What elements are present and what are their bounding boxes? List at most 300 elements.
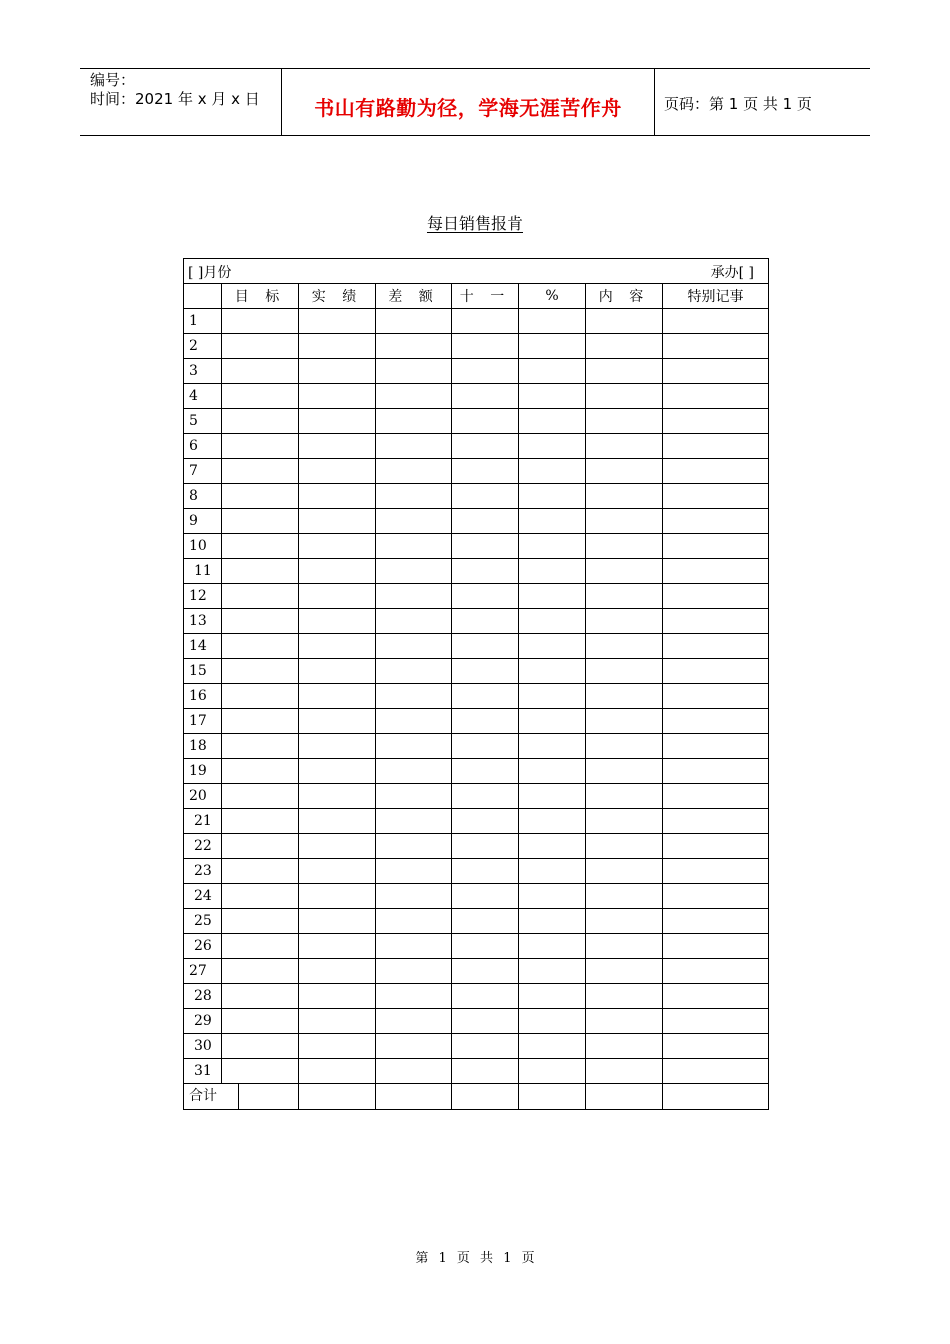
cell-actual[interactable]: [299, 309, 376, 334]
cell-notes[interactable]: [663, 784, 769, 809]
cell-content[interactable]: [586, 634, 663, 659]
cell-plus-minus[interactable]: [452, 434, 519, 459]
cell-plus-minus[interactable]: [452, 909, 519, 934]
cell-difference[interactable]: [376, 634, 452, 659]
cell-difference[interactable]: [376, 484, 452, 509]
cell-target[interactable]: [222, 734, 299, 759]
cell-percent[interactable]: [519, 334, 586, 359]
cell-difference[interactable]: [376, 734, 452, 759]
table-row: [184, 709, 769, 734]
cell-percent[interactable]: [519, 659, 586, 684]
cell-content[interactable]: [586, 484, 663, 509]
cell-percent[interactable]: [519, 484, 586, 509]
cell-percent[interactable]: [519, 534, 586, 559]
total-percent[interactable]: [519, 1084, 586, 1110]
cell-target[interactable]: [222, 959, 299, 984]
total-actual[interactable]: [299, 1084, 376, 1110]
cell-target[interactable]: [222, 409, 299, 434]
cell-difference[interactable]: [376, 459, 452, 484]
cell-plus-minus[interactable]: [452, 509, 519, 534]
cell-notes[interactable]: [663, 1034, 769, 1059]
cell-plus-minus[interactable]: [452, 734, 519, 759]
cell-difference[interactable]: [376, 409, 452, 434]
cell-target[interactable]: [222, 884, 299, 909]
cell-content[interactable]: [586, 509, 663, 534]
cell-actual[interactable]: [299, 634, 376, 659]
cell-content[interactable]: [586, 709, 663, 734]
cell-content[interactable]: [586, 684, 663, 709]
total-difference[interactable]: [376, 1084, 452, 1110]
column-header-target: 目 标: [222, 284, 299, 309]
cell-notes[interactable]: [663, 984, 769, 1009]
cell-notes[interactable]: [663, 559, 769, 584]
cell-percent[interactable]: [519, 559, 586, 584]
month-label: [ ]月份: [188, 265, 232, 281]
day-number: 7: [184, 459, 222, 484]
cell-content[interactable]: [586, 809, 663, 834]
cell-notes[interactable]: [663, 734, 769, 759]
table-row: [184, 434, 769, 459]
cell-target[interactable]: [222, 709, 299, 734]
table-row: [184, 909, 769, 934]
cell-notes[interactable]: [663, 584, 769, 609]
daily-sales-table: [183, 258, 769, 1110]
cell-plus-minus[interactable]: [452, 559, 519, 584]
cell-target[interactable]: [222, 459, 299, 484]
cell-content[interactable]: [586, 559, 663, 584]
day-number: 20: [184, 784, 222, 809]
cell-percent[interactable]: [519, 1009, 586, 1034]
cell-notes[interactable]: [663, 1059, 769, 1084]
table-row: [184, 834, 769, 859]
cell-actual[interactable]: [299, 434, 376, 459]
day-number: 31: [184, 1059, 222, 1084]
cell-plus-minus[interactable]: [452, 534, 519, 559]
cell-notes[interactable]: [663, 634, 769, 659]
cell-target[interactable]: [222, 659, 299, 684]
cell-actual[interactable]: [299, 734, 376, 759]
cell-plus-minus[interactable]: [452, 709, 519, 734]
cell-difference[interactable]: [376, 709, 452, 734]
cell-difference[interactable]: [376, 959, 452, 984]
day-number: 26: [184, 934, 222, 959]
cell-difference[interactable]: [376, 984, 452, 1009]
cell-percent[interactable]: [519, 759, 586, 784]
cell-actual[interactable]: [299, 609, 376, 634]
cell-plus-minus[interactable]: [452, 684, 519, 709]
header-page-label: 页码：第 1 页 共 1 页: [664, 95, 812, 113]
day-number: 11: [184, 559, 222, 584]
cell-percent[interactable]: [519, 609, 586, 634]
cell-notes[interactable]: [663, 759, 769, 784]
cell-plus-minus[interactable]: [452, 934, 519, 959]
cell-difference[interactable]: [376, 1009, 452, 1034]
day-number: 19: [184, 759, 222, 784]
day-number: 25: [184, 909, 222, 934]
cell-percent[interactable]: [519, 409, 586, 434]
cell-target[interactable]: [222, 559, 299, 584]
cell-difference[interactable]: [376, 534, 452, 559]
column-header-blank: [184, 284, 222, 309]
cell-target[interactable]: [222, 384, 299, 409]
cell-difference[interactable]: [376, 909, 452, 934]
cell-notes[interactable]: [663, 409, 769, 434]
cell-target[interactable]: [222, 809, 299, 834]
table-row: [184, 959, 769, 984]
cell-content[interactable]: [586, 884, 663, 909]
cell-notes[interactable]: [663, 359, 769, 384]
cell-difference[interactable]: [376, 1059, 452, 1084]
cell-notes[interactable]: [663, 509, 769, 534]
cell-percent[interactable]: [519, 509, 586, 534]
day-number: 12: [184, 584, 222, 609]
table-row: [184, 1034, 769, 1059]
cell-actual[interactable]: [299, 334, 376, 359]
cell-target[interactable]: [222, 309, 299, 334]
day-number: 1: [184, 309, 222, 334]
cell-difference[interactable]: [376, 884, 452, 909]
cell-plus-minus[interactable]: [452, 584, 519, 609]
day-number: 23: [184, 859, 222, 884]
cell-difference[interactable]: [376, 434, 452, 459]
day-number: 27: [184, 959, 222, 984]
day-number: 8: [184, 484, 222, 509]
cell-actual[interactable]: [299, 909, 376, 934]
cell-actual[interactable]: [299, 409, 376, 434]
document-title-text: 每日销售报肯: [426, 214, 523, 233]
table-row: [184, 759, 769, 784]
cell-plus-minus[interactable]: [452, 609, 519, 634]
cell-percent[interactable]: [519, 734, 586, 759]
cell-notes[interactable]: [663, 659, 769, 684]
cell-actual[interactable]: [299, 884, 376, 909]
day-number: 29: [184, 1009, 222, 1034]
cell-target[interactable]: [222, 1034, 299, 1059]
cell-percent[interactable]: [519, 859, 586, 884]
cell-plus-minus[interactable]: [452, 459, 519, 484]
cell-target[interactable]: [222, 509, 299, 534]
cell-difference[interactable]: [376, 559, 452, 584]
cell-difference[interactable]: [376, 334, 452, 359]
cell-difference[interactable]: [376, 609, 452, 634]
cell-notes[interactable]: [663, 309, 769, 334]
cell-target[interactable]: [222, 609, 299, 634]
cell-plus-minus[interactable]: [452, 859, 519, 884]
cell-plus-minus[interactable]: [452, 809, 519, 834]
cell-notes[interactable]: [663, 934, 769, 959]
cell-plus-minus[interactable]: [452, 1009, 519, 1034]
document-title: [0, 211, 950, 234]
cell-actual[interactable]: [299, 1009, 376, 1034]
document-time-label: 时间：2021 年 x 月 x 日: [90, 90, 260, 108]
cell-notes[interactable]: [663, 334, 769, 359]
cell-percent[interactable]: [519, 384, 586, 409]
column-header-row: [184, 284, 769, 309]
cell-plus-minus[interactable]: [452, 409, 519, 434]
cell-content[interactable]: [586, 734, 663, 759]
cell-notes[interactable]: [663, 459, 769, 484]
table-row: [184, 309, 769, 334]
cell-percent[interactable]: [519, 909, 586, 934]
cell-actual[interactable]: [299, 759, 376, 784]
cell-percent[interactable]: [519, 709, 586, 734]
table-row: [184, 984, 769, 1009]
cell-percent[interactable]: [519, 884, 586, 909]
cell-plus-minus[interactable]: [452, 984, 519, 1009]
cell-plus-minus[interactable]: [452, 659, 519, 684]
cell-content[interactable]: [586, 309, 663, 334]
cell-content[interactable]: [586, 659, 663, 684]
cell-actual[interactable]: [299, 1034, 376, 1059]
cell-percent[interactable]: [519, 434, 586, 459]
cell-actual[interactable]: [299, 359, 376, 384]
day-number: 28: [184, 984, 222, 1009]
cell-actual[interactable]: [299, 509, 376, 534]
day-number: 10: [184, 534, 222, 559]
cell-notes[interactable]: [663, 959, 769, 984]
cell-percent[interactable]: [519, 634, 586, 659]
cell-notes[interactable]: [663, 709, 769, 734]
cell-percent[interactable]: [519, 934, 586, 959]
cell-plus-minus[interactable]: [452, 384, 519, 409]
handler-label: 承办[ ]: [710, 265, 754, 281]
cell-percent[interactable]: [519, 1034, 586, 1059]
cell-target[interactable]: [222, 334, 299, 359]
cell-difference[interactable]: [376, 359, 452, 384]
cell-actual[interactable]: [299, 784, 376, 809]
header-motto: 书山有路勤为径，学海无涯苦作舟: [314, 96, 622, 120]
cell-actual[interactable]: [299, 984, 376, 1009]
day-number: 3: [184, 359, 222, 384]
cell-content[interactable]: [586, 584, 663, 609]
cell-plus-minus[interactable]: [452, 359, 519, 384]
cell-notes[interactable]: [663, 534, 769, 559]
cell-target[interactable]: [222, 684, 299, 709]
table-row: [184, 559, 769, 584]
cell-target[interactable]: [222, 859, 299, 884]
cell-target[interactable]: [222, 934, 299, 959]
header-bottom-rule: [80, 135, 870, 136]
cell-target[interactable]: [222, 784, 299, 809]
cell-difference[interactable]: [376, 684, 452, 709]
cell-plus-minus[interactable]: [452, 634, 519, 659]
day-number: 14: [184, 634, 222, 659]
table-row: [184, 659, 769, 684]
cell-actual[interactable]: [299, 559, 376, 584]
table-title-row: [184, 259, 769, 284]
cell-actual[interactable]: [299, 1059, 376, 1084]
table-row: [184, 734, 769, 759]
total-plus-minus[interactable]: [452, 1084, 519, 1110]
cell-target[interactable]: [222, 984, 299, 1009]
cell-difference[interactable]: [376, 384, 452, 409]
cell-difference[interactable]: [376, 784, 452, 809]
cell-content[interactable]: [586, 834, 663, 859]
cell-content[interactable]: [586, 534, 663, 559]
day-number: 30: [184, 1034, 222, 1059]
table-row: [184, 584, 769, 609]
table-row: [184, 934, 769, 959]
day-number: 16: [184, 684, 222, 709]
cell-content[interactable]: [586, 959, 663, 984]
total-wrap: [184, 1084, 298, 1109]
cell-content[interactable]: [586, 934, 663, 959]
cell-target[interactable]: [222, 1059, 299, 1084]
cell-actual[interactable]: [299, 684, 376, 709]
cell-notes[interactable]: [663, 834, 769, 859]
cell-plus-minus[interactable]: [452, 784, 519, 809]
cell-actual[interactable]: [299, 709, 376, 734]
cell-content[interactable]: [586, 759, 663, 784]
cell-percent[interactable]: [519, 809, 586, 834]
month-handler-cell: [184, 259, 769, 284]
cell-percent[interactable]: [519, 1059, 586, 1084]
cell-percent[interactable]: [519, 459, 586, 484]
cell-content[interactable]: [586, 409, 663, 434]
table-row: [184, 859, 769, 884]
day-number: 22: [184, 834, 222, 859]
cell-actual[interactable]: [299, 859, 376, 884]
cell-plus-minus[interactable]: [452, 1034, 519, 1059]
cell-actual[interactable]: [299, 934, 376, 959]
cell-content[interactable]: [586, 1059, 663, 1084]
day-number: 17: [184, 709, 222, 734]
cell-content[interactable]: [586, 384, 663, 409]
cell-target[interactable]: [222, 534, 299, 559]
day-number: 15: [184, 659, 222, 684]
day-number: 24: [184, 884, 222, 909]
cell-target[interactable]: [222, 584, 299, 609]
cell-difference[interactable]: [376, 509, 452, 534]
cell-actual[interactable]: [299, 584, 376, 609]
header-top-rule: [80, 68, 870, 69]
cell-content[interactable]: [586, 459, 663, 484]
cell-plus-minus[interactable]: [452, 759, 519, 784]
cell-notes[interactable]: [663, 484, 769, 509]
document-number-label: 编号：: [90, 71, 136, 89]
table-row: [184, 684, 769, 709]
table-row: [184, 384, 769, 409]
cell-percent[interactable]: [519, 984, 586, 1009]
cell-content[interactable]: [586, 909, 663, 934]
cell-target[interactable]: [222, 759, 299, 784]
cell-content[interactable]: [586, 984, 663, 1009]
cell-plus-minus[interactable]: [452, 484, 519, 509]
table-row: [184, 784, 769, 809]
cell-difference[interactable]: [376, 934, 452, 959]
cell-content[interactable]: [586, 609, 663, 634]
cell-difference[interactable]: [376, 834, 452, 859]
table-row: [184, 509, 769, 534]
cell-target[interactable]: [222, 359, 299, 384]
total-cell: [184, 1084, 299, 1110]
cell-plus-minus[interactable]: [452, 334, 519, 359]
cell-actual[interactable]: [299, 959, 376, 984]
cell-notes[interactable]: [663, 859, 769, 884]
cell-notes[interactable]: [663, 434, 769, 459]
total-content[interactable]: [586, 1084, 663, 1110]
table-row: [184, 334, 769, 359]
cell-actual[interactable]: [299, 834, 376, 859]
cell-content[interactable]: [586, 359, 663, 384]
cell-target[interactable]: [222, 909, 299, 934]
cell-percent[interactable]: [519, 784, 586, 809]
cell-actual[interactable]: [299, 534, 376, 559]
table-row: [184, 1009, 769, 1034]
total-target-value[interactable]: [239, 1084, 298, 1109]
column-header-notes: 特别记事: [663, 284, 769, 309]
cell-notes[interactable]: [663, 809, 769, 834]
table-row: [184, 534, 769, 559]
cell-plus-minus[interactable]: [452, 834, 519, 859]
cell-plus-minus[interactable]: [452, 884, 519, 909]
column-header-actual: 实 绩: [299, 284, 376, 309]
cell-content[interactable]: [586, 434, 663, 459]
day-number: 2: [184, 334, 222, 359]
cell-notes[interactable]: [663, 384, 769, 409]
day-number: 9: [184, 509, 222, 534]
cell-target[interactable]: [222, 1009, 299, 1034]
total-label: 合计: [184, 1084, 239, 1109]
cell-content[interactable]: [586, 334, 663, 359]
cell-notes[interactable]: [663, 684, 769, 709]
cell-percent[interactable]: [519, 834, 586, 859]
cell-actual[interactable]: [299, 809, 376, 834]
cell-plus-minus[interactable]: [452, 959, 519, 984]
column-header-content: 内 容: [586, 284, 663, 309]
cell-notes[interactable]: [663, 609, 769, 634]
cell-difference[interactable]: [376, 584, 452, 609]
cell-percent[interactable]: [519, 684, 586, 709]
cell-difference[interactable]: [376, 859, 452, 884]
cell-target[interactable]: [222, 834, 299, 859]
table-row: [184, 484, 769, 509]
cell-notes[interactable]: [663, 884, 769, 909]
cell-content[interactable]: [586, 784, 663, 809]
cell-actual[interactable]: [299, 384, 376, 409]
cell-percent[interactable]: [519, 359, 586, 384]
table-row: [184, 884, 769, 909]
cell-difference[interactable]: [376, 1034, 452, 1059]
cell-content[interactable]: [586, 859, 663, 884]
cell-content[interactable]: [586, 1034, 663, 1059]
cell-difference[interactable]: [376, 659, 452, 684]
cell-target[interactable]: [222, 434, 299, 459]
day-number: 4: [184, 384, 222, 409]
cell-plus-minus[interactable]: [452, 1059, 519, 1084]
cell-percent[interactable]: [519, 584, 586, 609]
cell-target[interactable]: [222, 634, 299, 659]
day-number: 13: [184, 609, 222, 634]
cell-actual[interactable]: [299, 659, 376, 684]
table-row: [184, 634, 769, 659]
cell-target[interactable]: [222, 484, 299, 509]
cell-actual[interactable]: [299, 484, 376, 509]
day-number: 6: [184, 434, 222, 459]
cell-percent[interactable]: [519, 309, 586, 334]
cell-difference[interactable]: [376, 759, 452, 784]
total-notes[interactable]: [663, 1084, 769, 1110]
cell-notes[interactable]: [663, 909, 769, 934]
cell-percent[interactable]: [519, 959, 586, 984]
cell-content[interactable]: [586, 1009, 663, 1034]
cell-actual[interactable]: [299, 459, 376, 484]
cell-notes[interactable]: [663, 1009, 769, 1034]
cell-plus-minus[interactable]: [452, 309, 519, 334]
table-row: [184, 459, 769, 484]
cell-difference[interactable]: [376, 809, 452, 834]
cell-difference[interactable]: [376, 309, 452, 334]
